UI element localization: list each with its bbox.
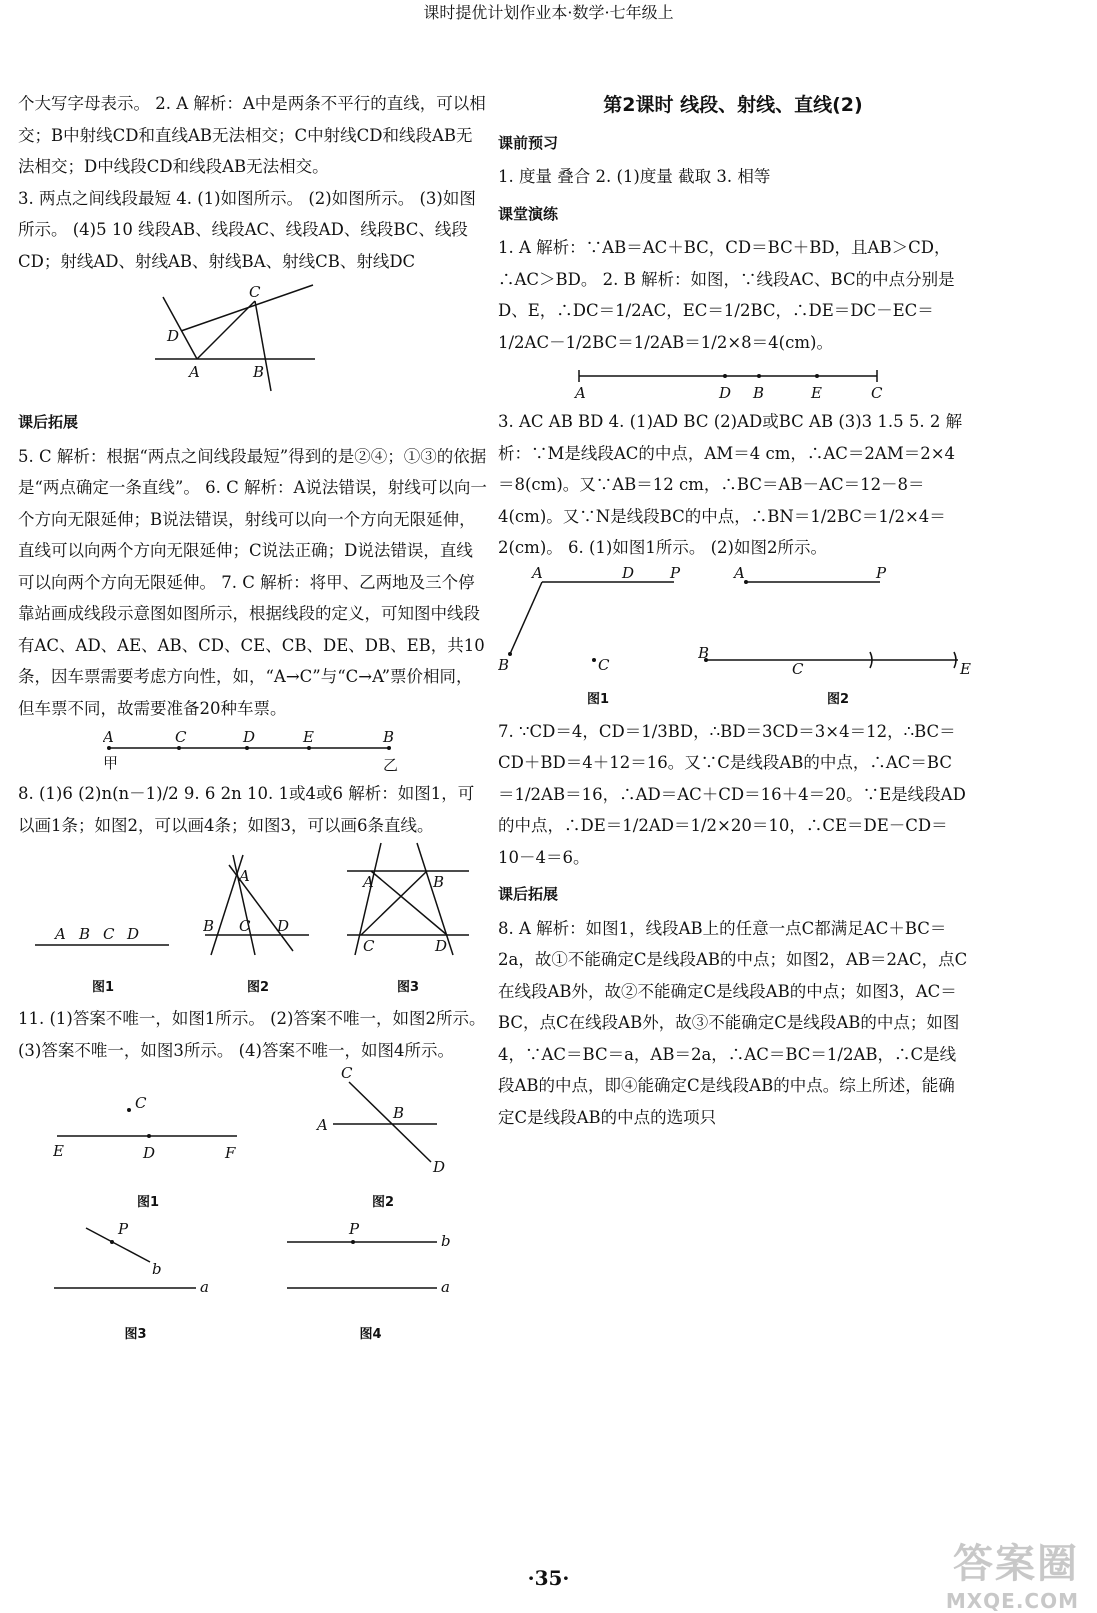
label-d: D: [243, 728, 256, 746]
preview-answers: 1. 度量 叠合 2. (1)度量 截取 3. 相等: [498, 167, 771, 186]
label-p: P: [670, 563, 681, 582]
caption-fig3: 图3: [124, 1326, 147, 1342]
answer-block-r1-2: 1. A 解析：∵AB＝AC＋BC，CD＝BC＋BD，且AB＞CD，∴AC＞BD。 2. B 解析：如图，∵线段AC、BC的中点分别是D、E，∴DC＝1/2AC，EC＝1/2BC，∴DE＝DC－EC＝1/2AC－1/2BC＝1/2AB＝1/2×8＝4(cm)。: [498, 238, 955, 352]
figure-q11-1: [53, 1096, 243, 1176]
label-a: A: [239, 867, 250, 885]
caption-fig3: 图3: [396, 979, 420, 995]
caption-fig2: 图2: [371, 1194, 395, 1210]
answer-block-r8: 8. A 解析：如图1，线段AB上的任意一点C都满足AC＋BC＝2a，故①不能确定C是线段AB的中点；如图2，AB＝2AC，点C在线段AB外，故②不能确定C是线段AB的中点；如图3，AC＝BC，点C在线段AB外，故③不能确定C是线段AB的中点；如图4，∵AC＝BC＝a，AB＝2a，∴AC＝BC＝1/2AB，∴C是线段AB的中点，即④能确定C是线段AB的中点。综上所述，能确定C是线段AB的中点的选项只: [498, 918, 968, 1127]
label-c: C: [239, 917, 251, 935]
label-b: b: [151, 1260, 162, 1278]
figures-q11-top: [18, 1066, 488, 1218]
caption-fig1: 图1: [136, 1194, 160, 1210]
label-c: C: [598, 655, 610, 674]
label-a: A: [55, 925, 66, 943]
label-d: D: [127, 925, 140, 943]
label-b: B: [698, 643, 710, 662]
label-f: F: [225, 1144, 236, 1162]
label-c: C: [135, 1096, 147, 1112]
label-c: C: [175, 728, 187, 746]
label-c: C: [103, 925, 115, 943]
label-c: C: [871, 384, 883, 402]
label-d: D: [622, 563, 635, 582]
figure-r6-2: [698, 564, 978, 674]
label-a: A: [734, 563, 745, 582]
figure-q10-1: [33, 921, 173, 961]
section-after-class-left: 课后拓展: [18, 413, 79, 431]
label-b: B: [498, 655, 510, 674]
right-column: [498, 88, 971, 1133]
label-d: D: [433, 1158, 446, 1176]
label-c: C: [249, 283, 261, 301]
label-d: D: [719, 384, 732, 402]
caption-fig1: 图1: [586, 692, 610, 707]
caption-fig4: 图4: [359, 1326, 382, 1342]
label-a: A: [317, 1116, 328, 1134]
label-b: B: [203, 917, 215, 935]
label-d: D: [167, 327, 180, 345]
label-b: b: [440, 1232, 451, 1250]
label-b: B: [753, 384, 765, 402]
figures-r6: [498, 563, 971, 716]
answer-block-3-4: 3. 两点之间线段最短 4. (1)如图所示。 (2)如图所示。 (3)如图所示。 (4)5 10 线段AB、线段AC、线段AD、线段BC、线段CD；射线AD、射线AB、射线BA、射线CB、射线DC: [18, 188, 476, 271]
label-d: D: [435, 937, 448, 955]
label-e: E: [811, 384, 822, 402]
label-b: B: [393, 1104, 405, 1122]
figure-q4: [153, 281, 353, 401]
answer-block-8-10: 8. (1)6 (2)n(n－1)/2 9. 6 2n 10. 1或4或6 解析：如图1，可以画1条；如图2，可以画4条；如图3，可以画6条直线。: [18, 784, 475, 835]
label-p: P: [348, 1220, 359, 1238]
label-yi: 乙: [383, 756, 399, 774]
caption-fig2: 图2: [246, 979, 270, 995]
label-d: D: [277, 917, 290, 935]
watermark: [946, 1532, 1079, 1613]
label-a: A: [103, 728, 114, 746]
label-a: A: [363, 873, 374, 891]
left-column: [18, 88, 488, 1350]
label-e: E: [960, 659, 971, 674]
figures-q11-bottom: [18, 1218, 488, 1350]
label-c: C: [341, 1066, 353, 1082]
figure-q11-2: [313, 1066, 453, 1176]
page-number: ·35·: [527, 1566, 570, 1590]
answer-block-r7: 7. ∵CD＝4，CD＝1/3BD，∴BD＝3CD＝3×4＝12，∴BC＝CD＋BD＝4＋12＝16。又∵C是线段AB的中点，∴AC＝BC＝1/2AB＝16，∴AD＝AC＋CD＝16＋4＝20。∵E是线段AD的中点，∴DE＝1/2AD＝1/2×20＝10，∴CE＝DE－CD＝10－4＝6。: [498, 721, 966, 867]
label-e: E: [53, 1142, 64, 1160]
watermark-url: MXQE.COM: [945, 1589, 1079, 1613]
label-e: E: [303, 728, 314, 746]
figure-q11-4: [281, 1218, 461, 1308]
answer-block-5-7: 5. C 解析：根据“两点之间线段最短”得到的是②④；①③的依据是“两点确定一条直线”。 6. C 解析：A说法错误，射线可以向一个方向无限延伸；B说法错误，射线可以向一个方向无限延伸，直线可以向两个方向无限延伸；C说法正确；D说法错误，直线可以向两个方向无限延伸。 7. C 解析：将甲、乙两地及三个停靠站画成线段示意图如图所示，根据线段的定义，可知图中线段有AC、AD、AE、AB、CD、CE、CB、DE、DB、EB，共10条，因车票需要考虑方向性，如，“A→C”与“C→A”票价相同，但车票不同，故需要准备20种车票。: [18, 446, 487, 718]
caption-fig1: 图1: [91, 979, 115, 995]
label-jia: 甲: [103, 754, 119, 772]
answer-block-1-2: 个大写字母表示。 2. A 解析：A中是两条不平行的直线，可以相交；B中射线CD和直线AB无法相交；C中射线CD和线段AB无法相交；D中线段CD和线段AB无法相交。: [18, 94, 486, 176]
label-b: B: [433, 873, 445, 891]
figure-q10-3: [343, 841, 473, 961]
answer-block-r3-6: 3. AC AB BD 4. (1)AD BC (2)AD或BC AB (3)3 1.5 5. 2 解析：∵M是线段AC的中点，AM＝4 cm，∴AC＝2AM＝2×4＝8(cm)。又∵AB＝12 cm，∴BC＝AB－AC＝12－8＝4(cm)。又∵N是线段BC的中点，∴BN＝1/2BC＝1/2×4＝2(cm)。 6. (1)如图1所示。 (2)如图2所示。: [498, 412, 963, 557]
label-c: C: [792, 659, 804, 674]
figure-r6-1: [498, 564, 698, 674]
figure-q10-2: [203, 851, 313, 961]
label-a: A: [575, 384, 586, 402]
figure-segment-adbec: [573, 362, 893, 402]
label-p: P: [117, 1220, 128, 1238]
figure-q7-route: [103, 728, 403, 774]
label-b: B: [79, 925, 91, 943]
label-c: C: [363, 937, 375, 955]
label-p: P: [876, 563, 887, 582]
book-title-footer: 课时提优计划作业本·数学·七年级上: [423, 3, 674, 22]
answer-block-11: 11. (1)答案不唯一，如图1所示。 (2)答案不唯一，如图2所示。 (3)答案不唯一，如图3所示。 (4)答案不唯一，如图4所示。: [18, 1009, 486, 1060]
watermark-title: 答案圈: [953, 1541, 1079, 1587]
label-d: D: [143, 1144, 156, 1162]
label-b: B: [253, 363, 265, 381]
label-a: a: [440, 1278, 450, 1296]
label-a: a: [199, 1278, 209, 1296]
section-class-practice: 课堂演练: [498, 204, 559, 223]
label-b: B: [383, 728, 395, 746]
lesson-title: 第2课时 线段、射线、直线(2): [603, 94, 863, 116]
section-preview: 课前预习: [498, 133, 559, 152]
section-after-class-right: 课后拓展: [498, 885, 559, 903]
label-a: A: [532, 563, 543, 582]
figures-q10: [18, 841, 488, 1003]
figure-q11-3: [46, 1218, 226, 1308]
label-a: A: [189, 363, 200, 381]
caption-fig2: 图2: [826, 692, 850, 707]
